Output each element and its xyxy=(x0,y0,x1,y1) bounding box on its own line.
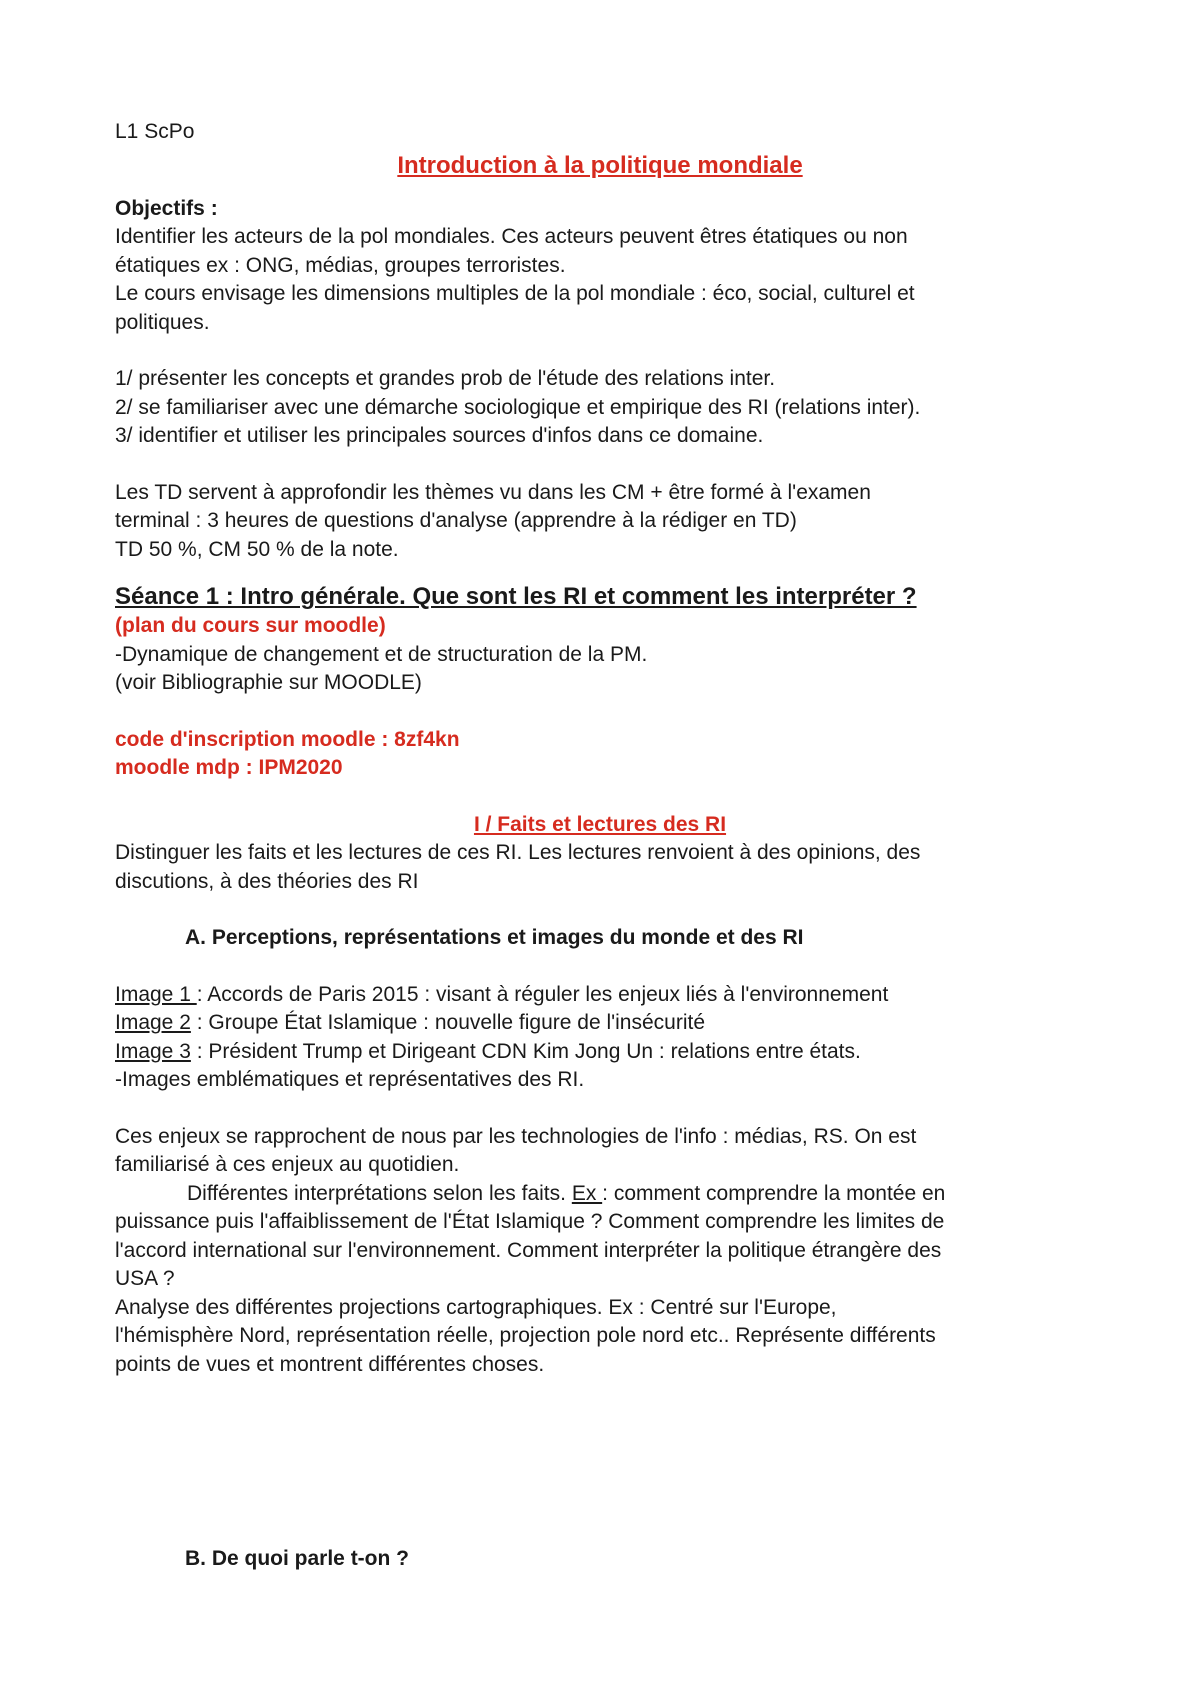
section-intro-line: discutions, à des théories des RI xyxy=(115,869,419,893)
objectif-point: 2/ se familiariser avec une démarche sociologique et empirique des RI (relations inter). xyxy=(115,395,921,419)
subsection-b-title: B. De quoi parle t-on ? xyxy=(185,1547,409,1570)
para-rest: : comment comprendre la montée en xyxy=(602,1181,946,1205)
paragraph-line: Analyse des différentes projections cartographiques. Ex : Centré sur l'Europe, xyxy=(115,1295,837,1319)
paragraph-line: Ces enjeux se rapprochent de nous par les technologies de l'info : médias, RS. On est xyxy=(115,1124,917,1148)
image-text: : Groupe État Islamique : nouvelle figure de l'insécurité xyxy=(190,1011,706,1034)
td-line: terminal : 3 heures de questions d'analyse (apprendre à la rédiger en TD) xyxy=(115,509,797,532)
objectifs-line: Identifier les acteurs de la pol mondiales. Ces acteurs peuvent êtres étatiques ou non xyxy=(115,225,908,248)
paragraph-line: l'accord international sur l'environnement. Comment interpréter la politique étrangère des xyxy=(115,1238,942,1262)
objectifs-heading: Objectifs : xyxy=(115,196,218,220)
paragraph-line: points de vues et montrent différentes choses. xyxy=(115,1352,545,1376)
image-item xyxy=(115,1038,1085,1067)
section-title: I / Faits et lectures des RI xyxy=(473,812,727,836)
course-code: L1 ScPo xyxy=(115,120,195,143)
paragraph-line: familiarisé à ces enjeux au quotidien. xyxy=(115,1153,460,1176)
td-line: TD 50 %, CM 50 % de la note. xyxy=(115,537,399,561)
image-label: Image 1 xyxy=(115,982,197,1006)
moodle-password: moodle mdp : IPM2020 xyxy=(115,756,343,779)
td-line: Les TD servent à approfondir les thèmes vu dans les CM + être formé à l'examen xyxy=(115,480,871,504)
paragraph-line: USA ? xyxy=(115,1267,175,1290)
paragraph-line: puissance puis l'affaiblissement de l'État Islamique ? Comment comprendre les limites de xyxy=(115,1210,945,1233)
moodle-code: code d'inscription moodle : 8zf4kn xyxy=(115,727,460,751)
paragraph-line: l'hémisphère Nord, représentation réelle, projection pole nord etc.. Représente différents xyxy=(115,1324,936,1347)
seance-line: (voir Bibliographie sur MOODLE) xyxy=(115,671,422,694)
para-start: Différentes interprétations selon les faits. xyxy=(187,1181,572,1205)
image-text: : Président Trump et Dirigeant CDN Kim Jong Un : relations entre états. xyxy=(190,1039,861,1063)
seance-line: -Dynamique de changement et de structuration de la PM. xyxy=(115,642,648,666)
image-item xyxy=(115,981,1085,1010)
seance-title: Séance 1 : Intro générale. Que sont les RI et comment les interpréter ? xyxy=(115,583,917,610)
objectifs-line: Le cours envisage les dimensions multiples de la pol mondiale : éco, social, culturel et xyxy=(115,282,915,305)
image-item xyxy=(115,1009,1085,1038)
plan-note: (plan du cours sur moodle) xyxy=(115,614,386,637)
paragraph-line xyxy=(115,1180,1085,1209)
objectif-point: 3/ identifier et utiliser les principales sources d'infos dans ce domaine. xyxy=(115,424,764,447)
document-title: Introduction à la politique mondiale xyxy=(397,151,803,179)
objectifs-line: politiques. xyxy=(115,310,210,334)
objectif-point: 1/ présenter les concepts et grandes prob de l'étude des relations inter. xyxy=(115,367,776,390)
example-label: Ex xyxy=(571,1181,603,1205)
objectifs-line: étatiques ex : ONG, médias, groupes terroristes. xyxy=(115,253,566,277)
image-text: : Accords de Paris 2015 : visant à réguler les enjeux liés à l'environnement xyxy=(196,982,889,1006)
section-intro-line: Distinguer les faits et les lectures de ces RI. Les lectures renvoient à des opinions, des xyxy=(115,841,921,864)
subsection-a-title: A. Perceptions, représentations et images du monde et des RI xyxy=(185,926,804,949)
image-label: Image 3 xyxy=(115,1039,191,1063)
images-note: -Images emblématiques et représentatives des RI. xyxy=(115,1068,585,1091)
document-page xyxy=(115,118,1085,1574)
image-label: Image 2 xyxy=(115,1011,191,1034)
